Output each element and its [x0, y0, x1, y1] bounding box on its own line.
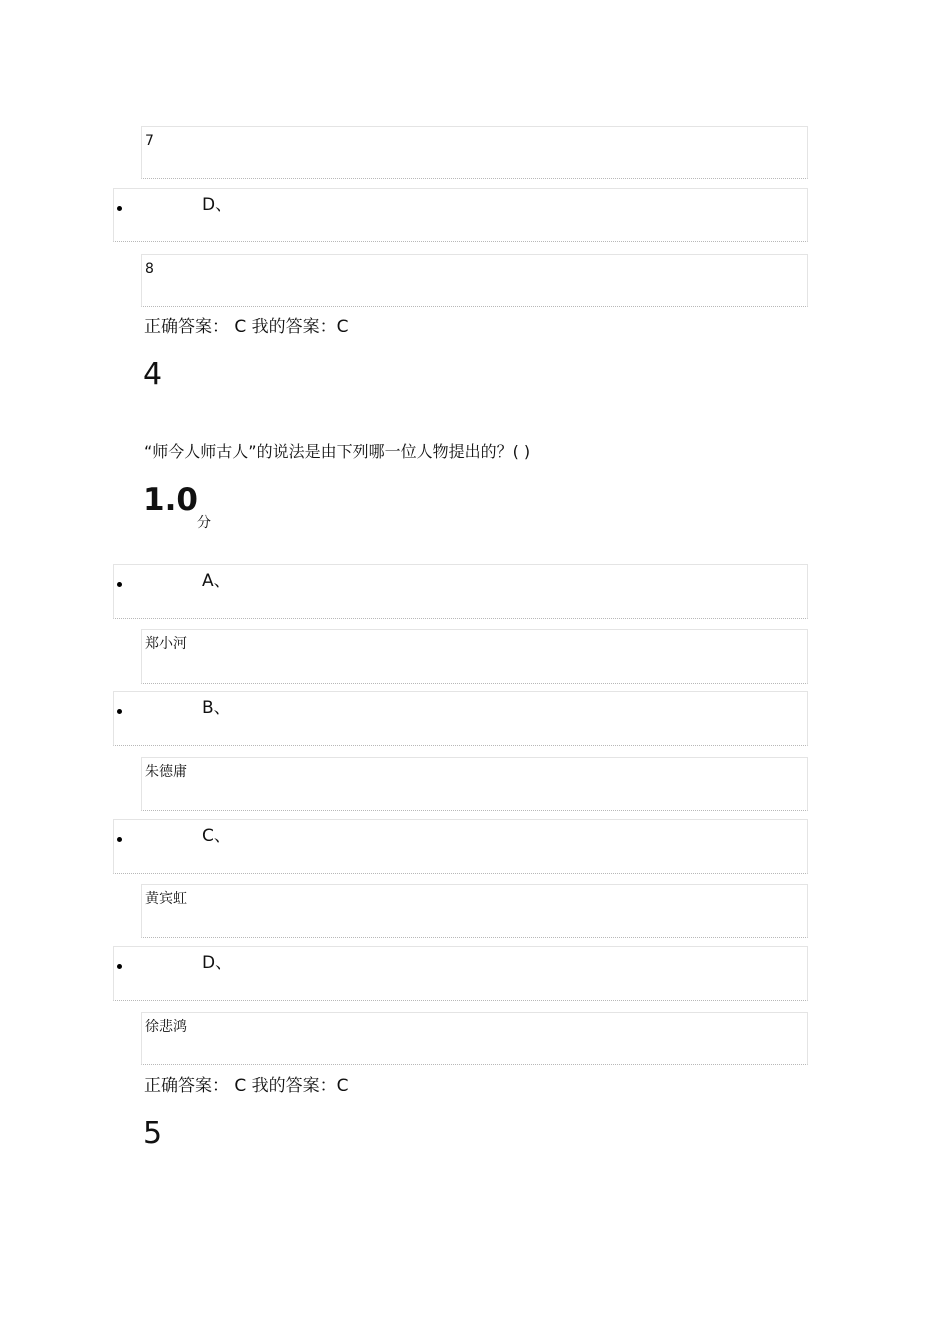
question-number: 4 — [143, 357, 163, 392]
option-d-row[interactable] — [113, 946, 808, 1001]
option-c-letter: C、 — [202, 826, 231, 846]
bullet-icon — [117, 582, 122, 587]
bullet-icon — [117, 709, 122, 714]
option-b-text: 朱德庸 — [145, 764, 187, 780]
option-d-letter: D、 — [202, 195, 233, 215]
option-c-text-box — [141, 884, 808, 938]
option-a-letter: A、 — [202, 571, 231, 591]
option-a-text: 郑小河 — [145, 636, 187, 652]
option-d-text-box — [141, 254, 808, 307]
option-b-text-box — [141, 757, 808, 811]
option-c-row[interactable] — [113, 819, 808, 874]
bullet-icon — [117, 837, 122, 842]
answer-line: 正确答案： C 我的答案：C — [144, 1076, 349, 1096]
option-b-letter: B、 — [202, 698, 231, 718]
option-d-letter: D、 — [202, 953, 233, 973]
option-d-text: 徐悲鸿 — [145, 1019, 187, 1035]
option-d-text-box — [141, 1012, 808, 1065]
question-text: “师今人师古人”的说法是由下列哪一位人物提出的？( ) — [144, 442, 531, 461]
bullet-icon — [117, 206, 122, 211]
option-a-text-box — [141, 629, 808, 684]
question-number: 5 — [143, 1116, 163, 1151]
bullet-icon — [117, 964, 122, 969]
option-b-row[interactable] — [113, 691, 808, 746]
option-c-text: 7 — [145, 133, 154, 149]
option-c-text-box — [141, 126, 808, 179]
option-c-text: 黄宾虹 — [145, 891, 187, 907]
question-score: 1.0 — [143, 482, 198, 518]
option-a-row[interactable] — [113, 564, 808, 619]
option-d-row[interactable] — [113, 188, 808, 242]
answer-line: 正确答案： C 我的答案：C — [144, 317, 349, 337]
score-unit: 分 — [197, 515, 211, 531]
option-d-text: 8 — [145, 261, 154, 277]
